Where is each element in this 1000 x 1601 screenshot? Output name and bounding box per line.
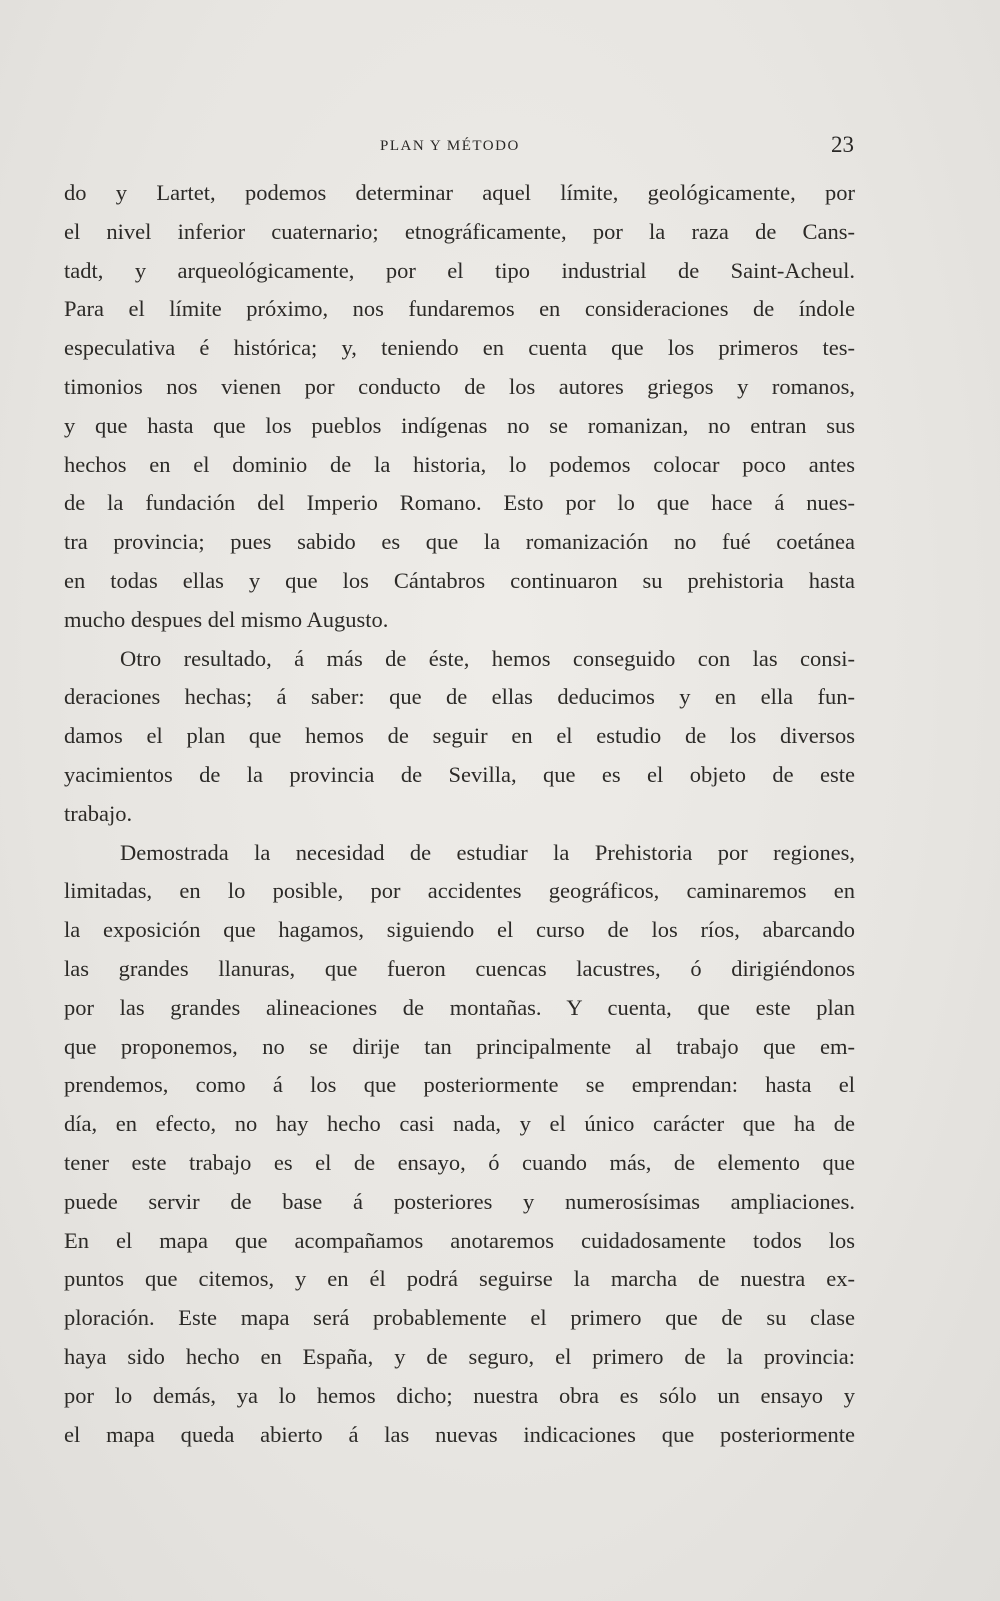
- page-number: 23: [831, 132, 854, 157]
- text-line: día, en efecto, no hay hecho casi nada, y el único carácter que ha de: [64, 1111, 855, 1137]
- text-line: de la fundación del Imperio Romano. Esto por lo que hace á nues-: [64, 490, 855, 516]
- text-line: el mapa queda abierto á las nuevas indicaciones que posteriormente: [64, 1421, 855, 1447]
- text-line: y que hasta que los pueblos indígenas no se romanizan, no entran sus: [64, 412, 855, 438]
- body-text: [64, 174, 855, 1454]
- text-line: tener este trabajo es el de ensayo, ó cuando más, de elemento que: [64, 1149, 855, 1175]
- text-line: damos el plan que hemos de seguir en el estudio de los diversos: [64, 723, 855, 749]
- text-line: yacimientos de la provincia de Sevilla, que es el objeto de este: [64, 761, 855, 787]
- text-line: haya sido hecho en España, y de seguro, el primero de la provincia:: [64, 1343, 855, 1369]
- text-line: ploración. Este mapa será probablemente el primero que de su clase: [64, 1305, 855, 1331]
- running-head: PLAN Y MÉTODO: [380, 138, 520, 154]
- text-line: mucho despues del mismo Augusto.: [64, 606, 389, 632]
- paragraph: [64, 640, 855, 834]
- text-line: en todas ellas y que los Cántabros continuaron su prehistoria hasta: [64, 567, 855, 593]
- text-line: las grandes llanuras, que fueron cuencas lacustres, ó dirigiéndonos: [64, 955, 855, 981]
- text-line: trabajo.: [64, 800, 133, 826]
- text-line: Demostrada la necesidad de estudiar la Prehistoria por regiones,: [120, 839, 855, 865]
- text-line: que proponemos, no se dirije tan principalmente al trabajo que em-: [64, 1033, 855, 1059]
- page-header: [64, 132, 854, 162]
- text-line: el nivel inferior cuaternario; etnográficamente, por la raza de Cans-: [64, 218, 855, 244]
- text-line: prendemos, como á los que posteriormente se emprendan: hasta el: [64, 1072, 855, 1098]
- text-line: timonios nos vienen por conducto de los autores griegos y romanos,: [64, 373, 855, 399]
- text-line: por las grandes alineaciones de montañas. Y cuenta, que este plan: [64, 994, 855, 1020]
- text-line: Para el límite próximo, nos fundaremos en consideraciones de índole: [64, 296, 855, 322]
- text-line: hechos en el dominio de la historia, lo podemos colocar poco antes: [64, 451, 855, 477]
- text-line: Otro resultado, á más de éste, hemos conseguido con las consi-: [120, 645, 855, 671]
- text-line: por lo demás, ya lo hemos dicho; nuestra obra es sólo un ensayo y: [64, 1382, 855, 1408]
- text-line: puntos que citemos, y en él podrá seguirse la marcha de nuestra ex-: [64, 1266, 855, 1292]
- text-line: limitadas, en lo posible, por accidentes geográficos, caminaremos en: [64, 878, 855, 904]
- text-line: En el mapa que acompañamos anotaremos cuidadosamente todos los: [64, 1227, 855, 1253]
- text-line: especulativa é histórica; y, teniendo en cuenta que los primeros tes-: [64, 335, 855, 361]
- text-line: deraciones hechas; á saber: que de ellas deducimos y en ella fun-: [64, 684, 855, 710]
- text-line: do y Lartet, podemos determinar aquel límite, geológicamente, por: [64, 180, 855, 205]
- paragraph: [64, 834, 855, 1455]
- text-line: puede servir de base á posteriores y numerosísimas ampliaciones.: [64, 1188, 855, 1214]
- text-line: tra provincia; pues sabido es que la romanización no fué coetánea: [64, 529, 855, 555]
- paragraph: [64, 174, 855, 640]
- text-line: la exposición que hagamos, siguiendo el curso de los ríos, abarcando: [64, 917, 855, 943]
- text-line: tadt, y arqueológicamente, por el tipo industrial de Saint-Acheul.: [64, 257, 855, 283]
